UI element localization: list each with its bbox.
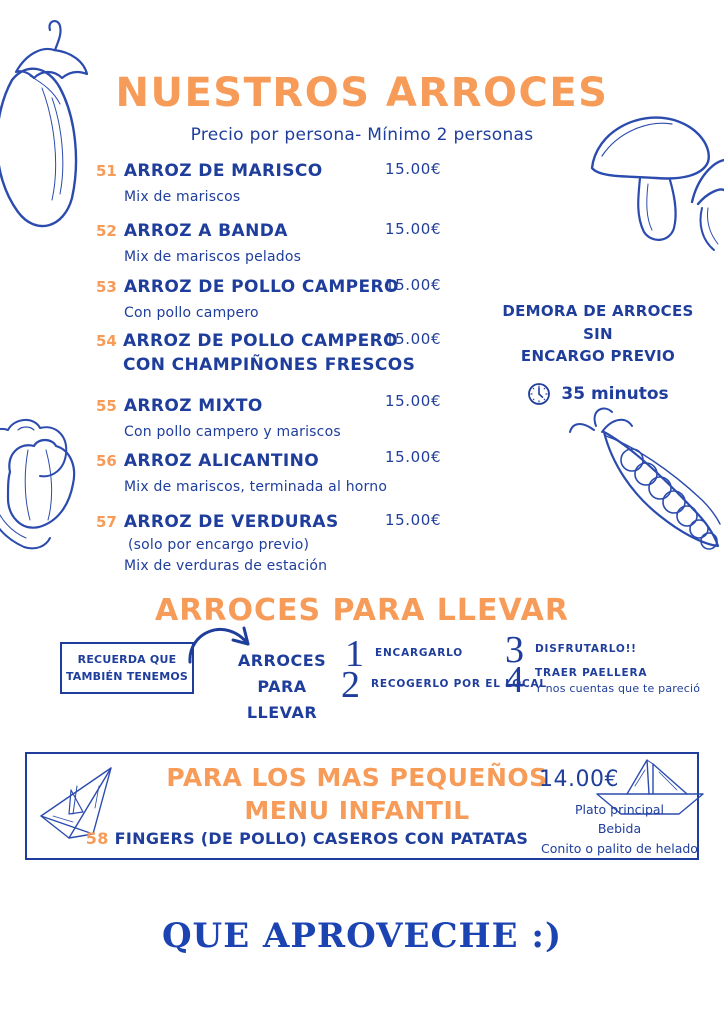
item-price: 15.00€ — [385, 511, 442, 529]
step-text: ENCARGARLO — [375, 647, 463, 659]
step-text: RECOGERLO POR EL LOCAL — [371, 678, 547, 690]
item-number: 52 — [96, 222, 117, 240]
step-text: DISFRUTARLO!! — [535, 643, 637, 655]
step-number: 4 — [505, 659, 524, 701]
item-name: ARROZ DE MARISCO — [123, 161, 323, 181]
item-price: 15.00€ — [385, 330, 442, 348]
menu-item — [96, 395, 418, 440]
item-name: ARROZ A BANDA — [123, 221, 288, 241]
menu-item — [96, 276, 418, 321]
kids-menu-item — [27, 829, 587, 848]
delay-line-1: DEMORA DE ARROCES SIN — [502, 302, 694, 343]
include-line: Plato principal — [574, 802, 665, 817]
item-name: ARROZ DE VERDURAS — [123, 512, 339, 532]
reminder-line-2: TAMBIÉN TENEMOS — [65, 670, 189, 684]
reminder-box — [60, 642, 194, 694]
step-number: 2 — [341, 664, 360, 706]
item-name: ARROZ DE POLLO CAMPERO CON CHAMPIÑONES FRESCOS — [123, 331, 416, 375]
delay-time: 35 minutos — [561, 383, 669, 404]
item-name: ARROZ MIXTO — [123, 396, 263, 416]
clock-icon — [527, 382, 551, 406]
item-description: Mix de mariscos — [124, 188, 241, 205]
step-text: TRAER PAELLERA — [535, 667, 648, 679]
kids-menu-box — [25, 752, 699, 860]
item-price: 15.00€ — [385, 220, 442, 238]
takeaway-label — [218, 648, 346, 726]
reminder-line-1: RECUERDA QUE — [77, 653, 177, 666]
page-subtitle: Precio por persona- Mínimo 2 personas — [190, 125, 534, 145]
menu-item — [96, 160, 418, 205]
item-number: 57 — [96, 513, 117, 531]
item-note: (solo por encargo previo) — [128, 536, 310, 553]
item-description: Mix de mariscos pelados — [124, 248, 302, 265]
item-number: 55 — [96, 397, 117, 415]
kids-subheading: MENU INFANTIL — [244, 796, 470, 825]
kids-price: 14.00€ — [539, 767, 619, 792]
item-name: ARROZ DE POLLO CAMPERO — [123, 277, 399, 297]
item-name: ARROZ ALICANTINO — [123, 451, 320, 471]
step-subtext: Y nos cuentas que te pareció — [535, 682, 701, 695]
takeaway-label-line-1: ARROCES PARA — [237, 651, 327, 696]
pepper-illustration — [0, 380, 80, 560]
item-price: 15.00€ — [385, 392, 442, 410]
menu-item — [96, 511, 418, 574]
menu-item — [96, 450, 418, 495]
item-price: 15.00€ — [385, 160, 442, 178]
item-number: 54 — [96, 332, 117, 350]
item-number: 56 — [96, 452, 117, 470]
peas-illustration — [566, 400, 724, 560]
takeaway-label-line-2: LLEVAR — [246, 703, 318, 722]
item-description: Con pollo campero y mariscos — [124, 423, 341, 440]
page-title: NUESTROS ARROCES — [115, 70, 609, 116]
item-price: 15.00€ — [385, 276, 442, 294]
kids-item-name: FINGERS (DE POLLO) CASEROS CON PATATAS — [114, 829, 529, 848]
kids-heading: PARA LOS MAS PEQUEÑOS — [166, 763, 548, 792]
menu-item — [96, 220, 418, 265]
step-number: 1 — [345, 633, 364, 675]
takeaway-step — [505, 659, 701, 701]
delay-notice — [488, 300, 708, 406]
item-number: 53 — [96, 278, 117, 296]
footer-message: QUE APROVECHE :) — [161, 916, 563, 956]
step-number: 3 — [505, 629, 524, 671]
item-number: 51 — [96, 162, 117, 180]
menu-item — [96, 330, 418, 378]
item-description: Mix de verduras de estación — [124, 557, 328, 574]
item-price: 15.00€ — [385, 448, 442, 466]
takeaway-heading: ARROCES PARA LLEVAR — [155, 593, 569, 628]
delay-line-2: ENCARGO PREVIO — [520, 347, 676, 365]
kids-item-number: 58 — [85, 829, 109, 848]
kids-includes — [522, 800, 717, 858]
include-line: Bebida — [597, 821, 642, 837]
include-line: Conito o palito de helado — [541, 840, 698, 856]
item-description: Con pollo campero — [124, 304, 259, 321]
item-description: Mix de mariscos, terminada al horno — [124, 478, 388, 495]
